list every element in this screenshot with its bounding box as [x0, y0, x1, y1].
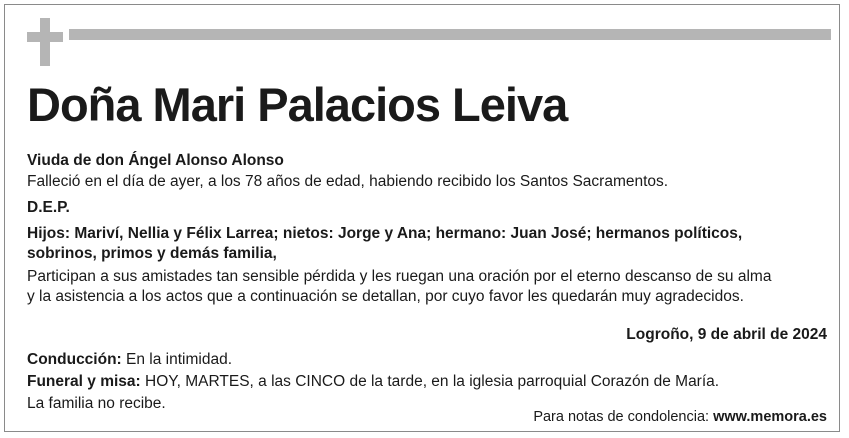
request-line-1: Participan a sus amistades tan sensible pérdida y les ruegan una oración por el eterno descanso de su alma	[27, 268, 772, 285]
family-line-2: sobrinos, primos y demás familia,	[27, 245, 277, 262]
deceased-name: Doña Mari Palacios Leiva	[27, 78, 568, 131]
condolence-label: Para notas de condolencia:	[533, 409, 710, 425]
funeral-line	[27, 372, 719, 392]
place-date: Logroño, 9 de abril de 2024	[626, 326, 827, 343]
funeral-text: HOY, MARTES, a las CINCO de la tarde, en la iglesia parroquial Corazón de María.	[140, 373, 720, 390]
no-receive-line: La familia no recibe.	[27, 395, 166, 412]
request-line-2: y la asistencia a los actos que a continuación se detallan, por cuyo favor les quedarán muy agradecidos.	[27, 288, 744, 305]
cross-icon	[27, 18, 63, 66]
header-rule	[69, 29, 831, 40]
obituary-card	[4, 4, 840, 432]
dep-line: D.E.P.	[27, 199, 70, 216]
condolence-line	[533, 407, 827, 427]
conduction-text: En la intimidad.	[121, 351, 232, 368]
death-line: Falleció en el día de ayer, a los 78 años de edad, habiendo recibido los Santos Sacramentos.	[27, 173, 669, 190]
conduction-label: Conducción:	[27, 351, 122, 368]
conduction-line	[27, 350, 232, 370]
widow-of-line: Viuda de don Ángel Alonso Alonso	[27, 152, 284, 169]
family-line-1: Hijos: Mariví, Nellia y Félix Larrea; nietos: Jorge y Ana; hermano: Juan José; hermanos políticos,	[27, 225, 743, 242]
condolence-link[interactable]: www.memora.es	[713, 409, 827, 425]
funeral-label: Funeral y misa:	[27, 373, 141, 390]
